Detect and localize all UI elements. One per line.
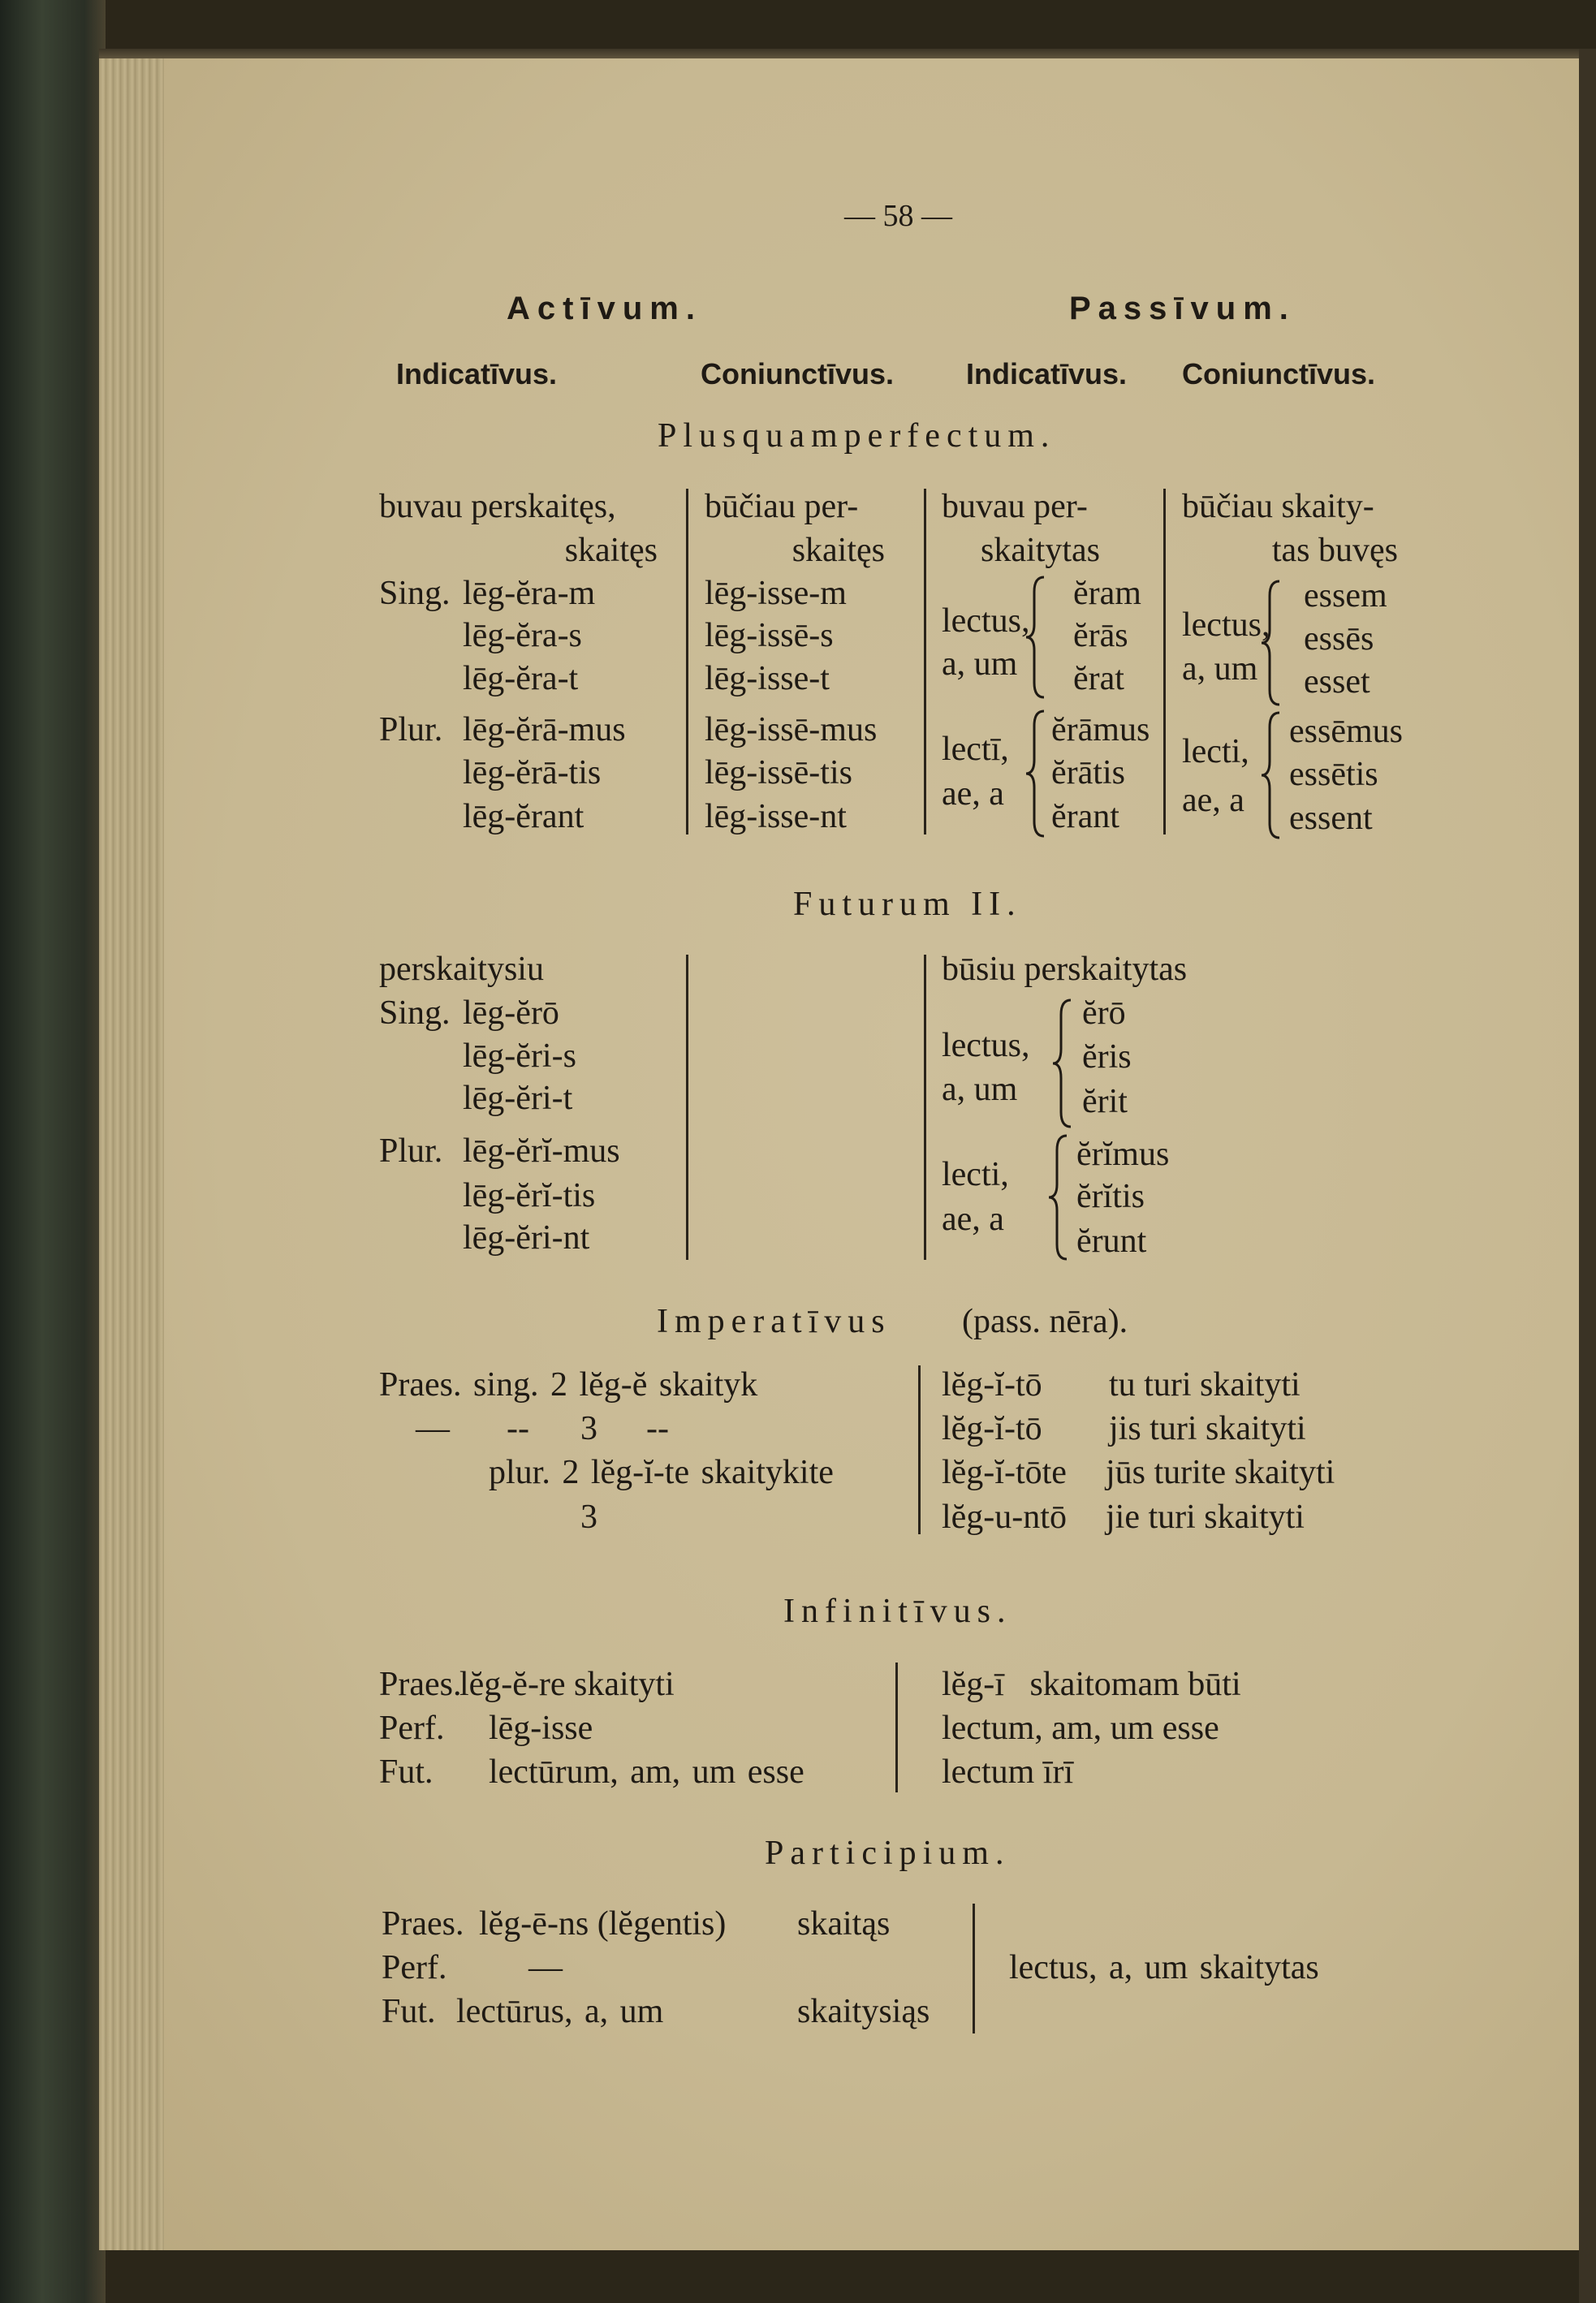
- infinitive-form: lectum, am, um esse: [942, 1710, 1219, 1747]
- infinitive-form: lectūrum, am, um esse: [489, 1753, 804, 1791]
- verb-form: lēg-ĕrĭ-tis: [463, 1177, 596, 1214]
- brace-icon: [1260, 711, 1284, 839]
- verb-form: lēg-issē-mus: [705, 711, 878, 748]
- ditto-dash: --: [507, 1410, 529, 1447]
- translation: skaitąs: [797, 1905, 891, 1943]
- section-title: Participium.: [765, 1835, 1011, 1872]
- section-title: Infinitīvus.: [783, 1593, 1012, 1630]
- participle-form: lectūrus, a, um: [456, 1993, 664, 2030]
- auxiliary-form: essēs: [1304, 620, 1374, 658]
- column-divider: [895, 1663, 898, 1792]
- participle: ae, a: [942, 775, 1004, 813]
- gloss: buvau per-: [942, 488, 1088, 525]
- verb-form: lēg-ĕri-s: [463, 1037, 576, 1075]
- verb-form: lēg-ĕrant: [463, 798, 584, 835]
- gloss: perskaitysiu: [379, 951, 544, 988]
- participle: lecti,: [942, 1156, 1009, 1193]
- verb-form: lēg-isse-nt: [705, 798, 847, 835]
- verb-form: lēg-ĕra-m: [463, 575, 596, 612]
- verb-form: lēg-ĕra-t: [463, 660, 579, 697]
- auxiliary-form: ĕram: [1073, 575, 1141, 612]
- auxiliary-form: essem: [1304, 577, 1387, 615]
- participle: lectus,: [942, 1027, 1030, 1064]
- number-label: Plur.: [379, 711, 443, 748]
- ditto-dash: --: [646, 1410, 669, 1447]
- auxiliary-form: ĕrant: [1051, 798, 1119, 835]
- participle: a, um: [1182, 650, 1258, 688]
- verb-form: lēg-ĕrō: [463, 994, 559, 1032]
- verb-form: lēg-ĕra-s: [463, 617, 582, 654]
- auxiliary-form: ĕrāmus: [1051, 711, 1150, 748]
- mood-heading: Coniunctīvus.: [701, 357, 895, 390]
- tense-label: Fut.: [382, 1993, 436, 2030]
- passive-voice-heading: Passīvum.: [1069, 291, 1296, 326]
- auxiliary-form: ĕrit: [1082, 1083, 1128, 1120]
- imperative-form: lĕg-ĭ-tō: [942, 1410, 1042, 1447]
- participle-form: —: [528, 1949, 563, 1986]
- tense-label: Perf.: [382, 1949, 447, 1986]
- book-binding: [0, 0, 106, 2303]
- number-label: Plur.: [379, 1132, 443, 1170]
- tense-label: Praes.: [379, 1666, 462, 1703]
- active-voice-heading: Actīvum.: [507, 291, 702, 326]
- verb-form: lēg-ĕri-nt: [463, 1219, 590, 1257]
- brace-icon: [1260, 580, 1284, 706]
- verb-form: lēg-isse-t: [705, 660, 830, 697]
- verb-form: lēg-ĕri-t: [463, 1080, 573, 1117]
- section-title: Plusquamperfectum.: [658, 417, 1056, 455]
- gloss: skaitęs: [564, 532, 658, 569]
- participle: a, um: [942, 645, 1018, 683]
- participle: lectī,: [942, 731, 1009, 768]
- gloss: skaitytas: [981, 532, 1100, 569]
- person-number: 3: [580, 1410, 597, 1447]
- auxiliary-form: ĕrātis: [1051, 754, 1125, 791]
- verb-form: lēg-ĕrā-tis: [463, 754, 602, 791]
- mood-heading: Indicatīvus.: [966, 357, 1128, 390]
- auxiliary-form: ĕris: [1082, 1038, 1132, 1076]
- participle: ae, a: [1182, 782, 1244, 819]
- infinitive-form: lēg-isse: [489, 1710, 593, 1747]
- participle: lecti,: [1182, 733, 1249, 770]
- imperative-form: lĕg-ĭ-tōte: [942, 1454, 1067, 1491]
- column-divider: [924, 489, 926, 835]
- auxiliary-form: essētis: [1289, 756, 1378, 793]
- brace-icon: [1051, 998, 1076, 1128]
- participle: ae, a: [942, 1201, 1004, 1238]
- verb-form: lēg-ĕrĭ-mus: [463, 1132, 620, 1170]
- participle: lectus,: [1182, 606, 1270, 644]
- participle-form: lectus, a, um skaitytas: [1009, 1949, 1319, 1986]
- section-note: (pass. nēra).: [962, 1303, 1128, 1340]
- column-divider: [1163, 489, 1166, 835]
- person-number: 3: [580, 1499, 597, 1536]
- auxiliary-form: esset: [1304, 663, 1370, 701]
- imperative-form: Praes. sing. 2 lĕg-ĕ skaityk: [379, 1366, 758, 1404]
- gloss: tas buvęs: [1271, 532, 1398, 569]
- brace-icon: [1047, 1134, 1072, 1261]
- auxiliary-form: ĕrĭtis: [1076, 1178, 1145, 1215]
- page-number: — 58 —: [844, 199, 952, 233]
- auxiliary-form: ĕrĭmus: [1076, 1136, 1170, 1173]
- page-right-edge: [1579, 49, 1596, 2303]
- column-divider: [918, 1365, 921, 1534]
- verb-form: lēg-isse-m: [705, 575, 847, 612]
- column-divider: [973, 1904, 975, 2033]
- brace-icon: [1024, 709, 1049, 838]
- page-gutter: [99, 58, 164, 2250]
- verb-form: lēg-issē-tis: [705, 754, 852, 791]
- gloss: buvau perskaitęs,: [379, 488, 616, 525]
- verb-form: lēg-issē-s: [705, 617, 834, 654]
- tense-label: Fut.: [379, 1753, 434, 1791]
- auxiliary-form: essēmus: [1289, 713, 1403, 750]
- ditto-dash: —: [416, 1410, 450, 1447]
- imperative-form: lĕg-ĭ-tō: [942, 1366, 1042, 1404]
- translation: jūs turite skaityti: [1106, 1454, 1335, 1491]
- translation: tu turi skaityti: [1109, 1366, 1301, 1404]
- translation: jis turi skaityti: [1109, 1410, 1306, 1447]
- brace-icon: [1024, 576, 1049, 699]
- mood-heading: Coniunctīvus.: [1182, 357, 1376, 390]
- tense-label: Praes.: [382, 1905, 464, 1943]
- imperative-form: plur. 2 lĕg-ĭ-te skaitykite: [489, 1454, 834, 1491]
- auxiliary-form: ĕrunt: [1076, 1223, 1147, 1260]
- gloss: būčiau per-: [705, 488, 859, 525]
- tense-label: Perf.: [379, 1710, 445, 1747]
- column-divider: [924, 955, 926, 1260]
- infinitive-form: lĕg-ĕ-re skaityti: [459, 1666, 675, 1703]
- participle-form: lĕg-ē-ns (lĕgentis): [479, 1905, 727, 1943]
- auxiliary-form: ĕrō: [1082, 994, 1126, 1032]
- number-label: Sing.: [379, 575, 451, 612]
- mood-heading: Indicatīvus.: [396, 357, 558, 390]
- auxiliary-form: essent: [1289, 800, 1373, 837]
- translation: skaitysiąs: [797, 1993, 930, 2030]
- section-title: Futurum II.: [793, 886, 1022, 923]
- gloss: skaitęs: [792, 532, 885, 569]
- infinitive-form: lĕg-ī skaitomam būti: [942, 1666, 1241, 1703]
- participle: a, um: [942, 1071, 1018, 1108]
- column-divider: [686, 489, 688, 835]
- participle: lectus,: [942, 602, 1030, 640]
- verb-form: lēg-ĕrā-mus: [463, 711, 626, 748]
- auxiliary-form: ĕrās: [1073, 617, 1128, 654]
- infinitive-form: lectum īrī: [942, 1753, 1074, 1791]
- auxiliary-form: ĕrat: [1073, 660, 1124, 697]
- gloss: būsiu perskaitytas: [942, 951, 1188, 988]
- column-divider: [686, 955, 688, 1260]
- gloss: būčiau skaity-: [1182, 488, 1374, 525]
- imperative-form: lĕg-u-ntō: [942, 1499, 1067, 1536]
- translation: jie turi skaityti: [1106, 1499, 1305, 1536]
- section-title: Imperatīvus: [657, 1303, 891, 1340]
- number-label: Sing.: [379, 994, 451, 1032]
